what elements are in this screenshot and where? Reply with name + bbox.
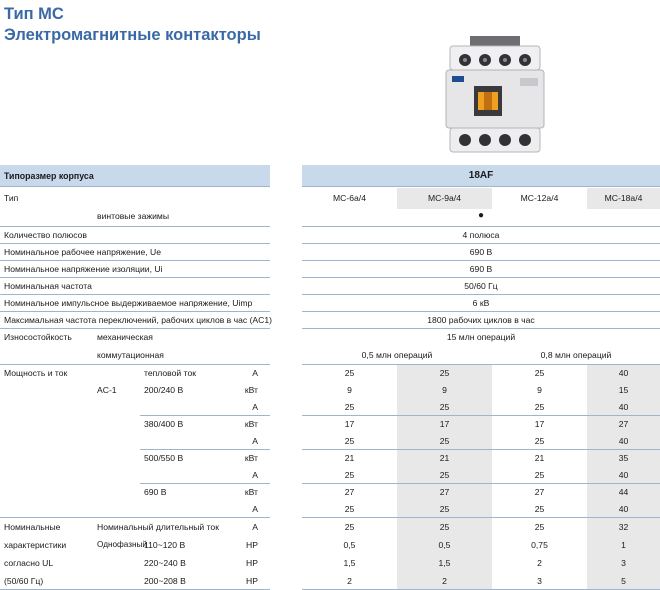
unit-label: A <box>252 504 258 514</box>
value-cell: 21 <box>439 453 450 463</box>
value-cell: 27 <box>534 487 545 497</box>
screw-terminals-label: винтовые зажимы <box>97 211 169 221</box>
mech-value: 15 млн операций <box>446 332 516 342</box>
value-cell: 25 <box>344 504 355 514</box>
value-cell: 25 <box>439 470 450 480</box>
ul-label-2: характеристики <box>4 540 67 550</box>
value-cell: 1 <box>621 540 626 550</box>
hp-200-label: 200~208 В <box>144 576 186 586</box>
power-label: Мощность и ток <box>4 368 68 378</box>
single-phase-label: Однофазный <box>97 540 147 549</box>
unit-label: HP <box>246 576 258 586</box>
value-cell: 3 <box>537 576 542 586</box>
maxfreq-label: Максимальная частота переключений, рабочих циклов в час (AC1) <box>4 315 273 325</box>
value-cell: 35 <box>618 453 629 463</box>
unit-label: HP <box>246 558 258 568</box>
value-cell: 44 <box>618 487 629 497</box>
value-cell: 0,5 <box>343 540 356 550</box>
ul-label-1: Номинальные <box>4 522 61 532</box>
value-cell: 17 <box>439 419 450 429</box>
frame-value: 18AF <box>468 170 494 181</box>
uimp-label: Номинальное импульсное выдерживаемое напряжение, Uimp <box>4 298 253 308</box>
value-cell: 1,5 <box>343 558 356 568</box>
value-cell: 0,75 <box>531 540 548 550</box>
model-3: MC-12a/4 <box>520 193 559 203</box>
contactor-image <box>440 36 550 154</box>
voltage-label: 500/550 В <box>144 453 184 463</box>
value-cell: 15 <box>618 385 629 395</box>
value-cell: 27 <box>439 487 450 497</box>
value-cell: 25 <box>534 402 545 412</box>
uimp-value: 6 кВ <box>472 298 490 308</box>
value-cell: 9 <box>347 385 352 395</box>
value-cell: 25 <box>344 522 355 532</box>
model-4: MC-18a/4 <box>604 193 643 203</box>
unit-label: кВт <box>244 453 258 463</box>
voltage-label: 200/240 В <box>144 385 184 395</box>
wear-label: Износостойкость <box>4 332 72 342</box>
value-cell: 25 <box>534 436 545 446</box>
value-cell: 17 <box>344 419 355 429</box>
type-label: Тип <box>4 193 19 203</box>
hp-110-label: 110~120 В <box>144 540 186 550</box>
voltage-label: 690 В <box>144 487 167 497</box>
value-cell: 32 <box>618 522 629 532</box>
value-cell: 40 <box>618 470 629 480</box>
value-cell: 25 <box>439 436 450 446</box>
ui-value: 690 В <box>469 264 493 274</box>
value-cell: 25 <box>534 368 545 378</box>
ul-label-4: (50/60 Гц) <box>4 576 44 586</box>
value-cell: 25 <box>344 436 355 446</box>
value-cell: 25 <box>534 522 545 532</box>
value-cell: 25 <box>534 504 545 514</box>
value-cell: 17 <box>534 419 545 429</box>
comm-value-a: 0,5 млн операций <box>361 350 433 360</box>
cont-label: Номинальный длительный ток <box>97 522 219 532</box>
frame-label: Типоразмер корпуса <box>4 171 94 181</box>
value-cell: 21 <box>344 453 355 463</box>
value-cell: 25 <box>344 470 355 480</box>
unit-label: HP <box>246 540 258 550</box>
value-cell: 27 <box>618 419 629 429</box>
value-cell: 2 <box>537 558 542 568</box>
ue-label: Номинальное рабочее напряжение, Ue <box>4 247 162 257</box>
unit-label: кВт <box>244 419 258 429</box>
value-cell: 9 <box>537 385 542 395</box>
value-cell: 25 <box>439 368 450 378</box>
value-cell: 25 <box>344 368 355 378</box>
unit-label: кВт <box>244 487 258 497</box>
hp-220-label: 220~240 В <box>144 558 186 568</box>
value-cell: 25 <box>439 504 450 514</box>
value-cell: 40 <box>618 368 629 378</box>
model-2: MC-9a/4 <box>428 193 461 203</box>
value-cell: 27 <box>344 487 355 497</box>
comm-label: коммутационная <box>97 350 164 360</box>
value-cell: 25 <box>344 402 355 412</box>
ac1-label: AC-1 <box>97 385 117 395</box>
value-cell: 25 <box>439 402 450 412</box>
value-cell: 40 <box>618 504 629 514</box>
freq-value: 50/60 Гц <box>464 281 498 291</box>
title-line-1: Тип MC <box>4 5 64 23</box>
value-cell: 40 <box>618 402 629 412</box>
value-cell: 25 <box>439 522 450 532</box>
mech-label: механическая <box>97 332 153 342</box>
poles-value: 4 полюса <box>462 230 500 240</box>
value-cell: 0,5 <box>438 540 451 550</box>
value-cell: 2 <box>442 576 447 586</box>
ue-value: 690 В <box>469 247 493 257</box>
unit-label: A <box>252 436 258 446</box>
unit-label: A <box>252 470 258 480</box>
value-cell: 3 <box>621 558 626 568</box>
title-line-2: Электромагнитные контакторы <box>4 26 261 44</box>
unit-label: кВт <box>244 385 258 395</box>
voltage-label: 380/400 В <box>144 419 184 429</box>
freq-label: Номинальная частота <box>4 281 92 291</box>
thermal-label: тепловой ток <box>144 368 196 378</box>
value-cell: 5 <box>621 576 626 586</box>
comm-value-b: 0,8 млн операций <box>540 350 612 360</box>
unit-label: A <box>252 522 258 532</box>
value-cell: 21 <box>534 453 545 463</box>
maxfreq-value: 1800 рабочих циклов в час <box>427 315 535 325</box>
screw-mark: ● <box>477 210 485 221</box>
value-cell: 9 <box>442 385 447 395</box>
poles-label: Количество полюсов <box>4 230 87 240</box>
ul-label-3: согласно UL <box>4 558 54 568</box>
value-cell: 25 <box>534 470 545 480</box>
ui-label: Номинальное напряжение изоляции, Ui <box>4 264 163 274</box>
value-cell: 2 <box>347 576 352 586</box>
unit-label: A <box>252 402 258 412</box>
value-cell: 40 <box>618 436 629 446</box>
model-1: MC-6a/4 <box>333 193 366 203</box>
unit-label: A <box>252 368 258 378</box>
value-cell: 1,5 <box>438 558 451 568</box>
